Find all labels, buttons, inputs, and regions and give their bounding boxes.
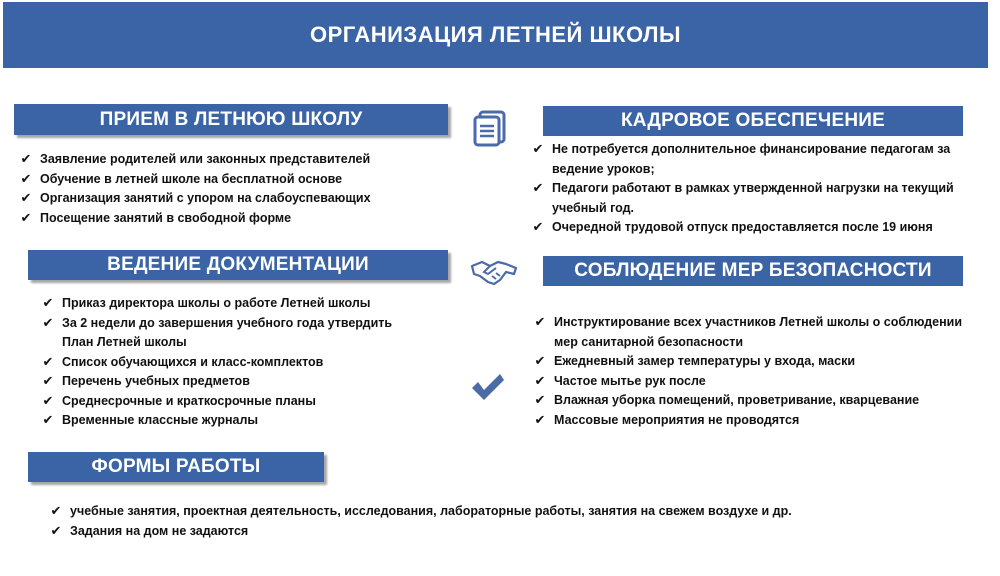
safety-title: СОБЛЮДЕНИЕ МЕР БЕЗОПАСНОСТИ	[574, 260, 932, 281]
check-icon: ✔	[532, 142, 544, 157]
page-title-bar	[3, 2, 988, 68]
check-icon: ✔	[42, 374, 54, 389]
check-icon: ✔	[42, 354, 54, 370]
check-icon: ✔	[50, 523, 62, 539]
handshake-icon	[470, 256, 518, 288]
check-icon: ✔	[534, 354, 546, 369]
check-icon: ✔	[534, 393, 546, 408]
staffing-list	[530, 140, 970, 238]
check-icon: ✔	[532, 220, 544, 235]
check-icon: ✔	[20, 171, 32, 187]
list-item: ✔ Посещение занятий в свободной форме	[18, 209, 438, 229]
check-icon: ✔	[534, 315, 546, 330]
check-icon: ✔	[50, 504, 62, 519]
check-icon: ✔	[42, 296, 54, 311]
documentation-title: ВЕДЕНИЕ ДОКУМЕНТАЦИИ	[107, 254, 369, 275]
list-item: ✔ Среднесрочные и краткосрочные планы	[40, 392, 420, 412]
document-icon	[470, 108, 512, 148]
list-item: ✔ Очередной трудовой отпуск предоставляется после 19 июня	[530, 218, 970, 238]
list-item: ✔ Массовые мероприятия не проводятся	[532, 411, 982, 431]
work-forms-header	[28, 452, 324, 482]
safety-header	[543, 256, 963, 286]
list-item: ✔ Не потребуется дополнительное финансирование педагогам за ведение уроков;	[530, 140, 970, 179]
checkmark-icon	[470, 372, 506, 402]
admission-title: ПРИЕМ В ЛЕТНЮЮ ШКОЛУ	[99, 108, 363, 130]
list-item: ✔ Частое мытье рук после	[532, 372, 982, 392]
documentation-header	[28, 250, 448, 280]
check-icon: ✔	[532, 181, 544, 196]
check-icon: ✔	[20, 152, 32, 167]
check-icon: ✔	[534, 412, 546, 428]
list-item: ✔ Список обучающихся и класс-комплектов	[40, 353, 420, 373]
check-icon: ✔	[20, 191, 32, 206]
list-item: ✔ Инструктирование всех участников Летней школы о соблюдении мер санитарной безопасности	[532, 313, 982, 352]
list-item: ✔ Организация занятий с упором на слабоуспевающих	[18, 189, 438, 209]
documentation-list	[40, 294, 420, 431]
list-item: ✔ учебные занятия, проектная деятельность, исследования, лабораторные работы, занятия на свежем воздухе и др.	[48, 502, 948, 522]
list-item: ✔ Приказ директора школы о работе Летней школы	[40, 294, 420, 314]
check-icon: ✔	[20, 210, 32, 226]
list-item: ✔ Заявление родителей или законных представителей	[18, 150, 438, 170]
check-icon: ✔	[42, 393, 54, 409]
page-title: ОРГАНИЗАЦИЯ ЛЕТНЕЙ ШКОЛЫ	[309, 22, 682, 47]
admission-list	[18, 150, 438, 228]
staffing-header	[543, 106, 963, 136]
work-forms-title: ФОРМЫ РАБОТЫ	[91, 456, 261, 477]
list-item: ✔ Влажная уборка помещений, проветривание, кварцевание	[532, 391, 982, 411]
safety-list	[532, 313, 982, 430]
check-icon: ✔	[42, 413, 54, 428]
staffing-title: КАДРОВОЕ ОБЕСПЕЧЕНИЕ	[621, 110, 885, 131]
list-item: ✔ Перечень учебных предметов	[40, 372, 420, 392]
list-item: ✔ Обучение в летней школе на бесплатной основе	[18, 170, 438, 190]
list-item: ✔ За 2 недели до завершения учебного года утвердить План Летней школы	[40, 314, 420, 353]
list-item: ✔ Педагоги работают в рамках утвержденной нагрузки на текущий учебный год.	[530, 179, 970, 218]
check-icon: ✔	[42, 315, 54, 331]
list-item: ✔ Временные классные журналы	[40, 411, 420, 431]
work-forms-list	[48, 502, 948, 541]
list-item: ✔ Задания на дом не задаются	[48, 522, 948, 542]
admission-header	[14, 104, 448, 135]
check-icon: ✔	[534, 373, 546, 389]
list-item: ✔ Ежедневный замер температуры у входа, маски	[532, 352, 982, 372]
